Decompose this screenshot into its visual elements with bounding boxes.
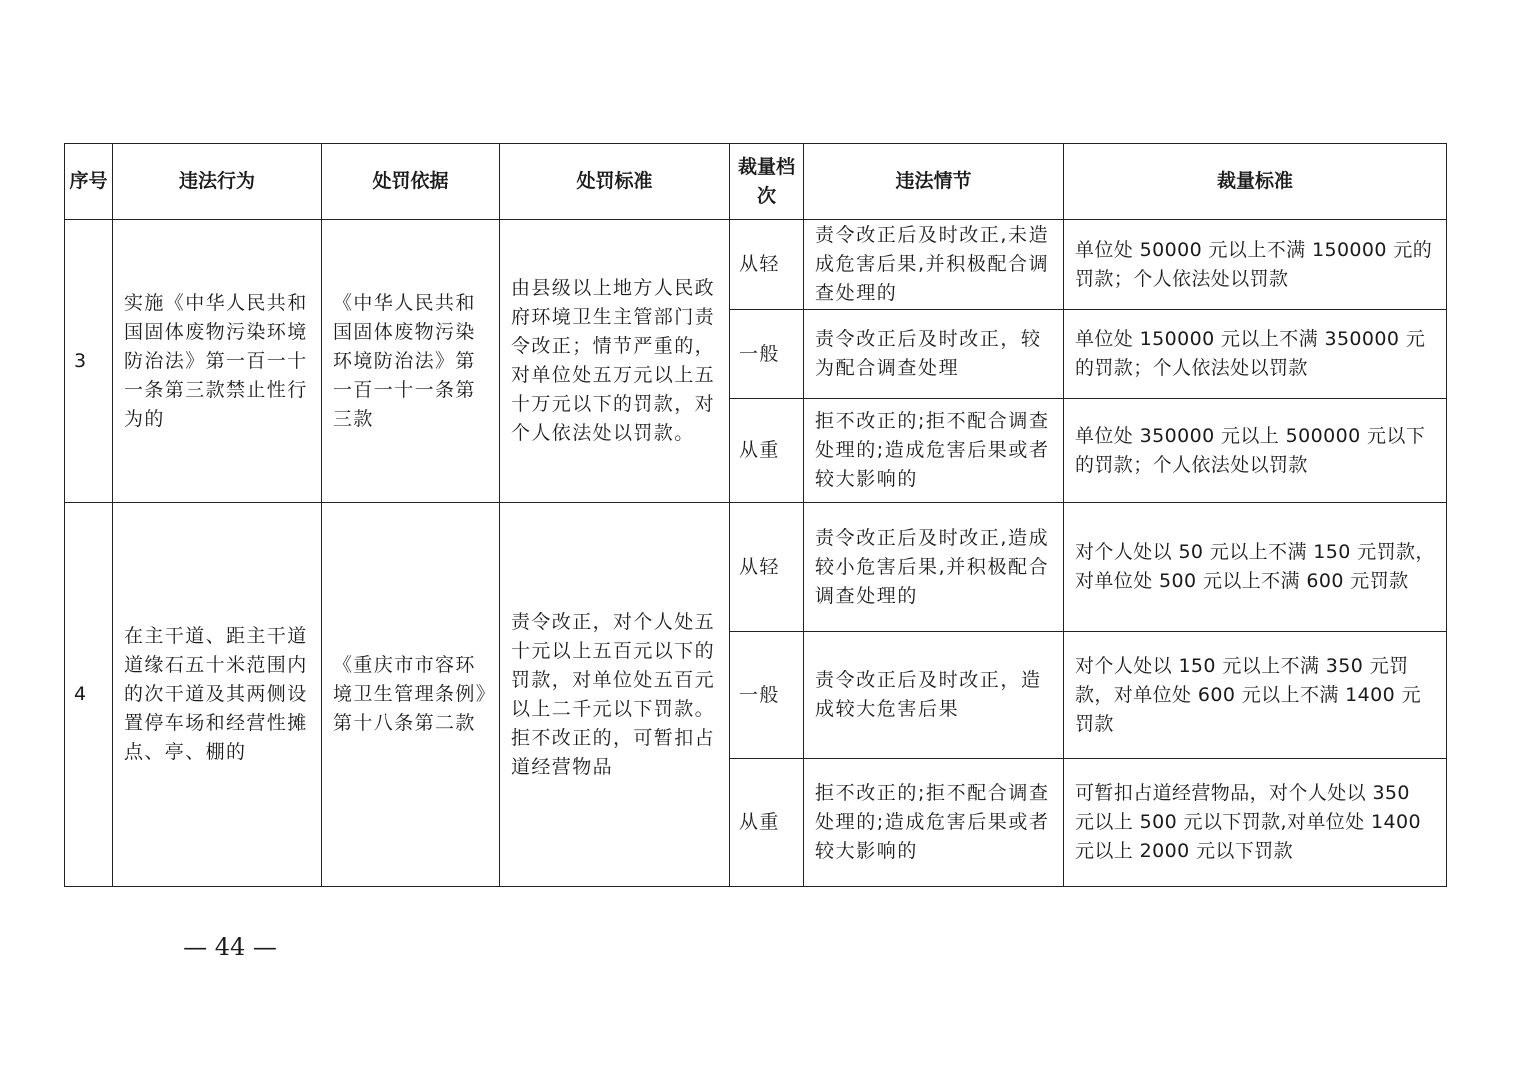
header-level: 裁量档次	[730, 144, 804, 220]
penalty-discretion-table	[64, 143, 1447, 887]
table-header-row	[65, 144, 1447, 220]
penalty-standard: 由县级以上地方人民政府环境卫生主管部门责令改正；情节严重的，对单位处五万元以上五十万元以下的罚款，对个人依法处以罚款。	[500, 220, 730, 503]
table-row	[65, 220, 1447, 310]
penalty-basis: 《重庆市市容环境卫生管理条例》第十八条第二款	[322, 503, 500, 887]
page-number: — 44 —	[183, 933, 277, 961]
discretion-standard: 单位处 350000 元以上 500000 元以下的罚款；个人依法处以罚款	[1064, 399, 1447, 503]
discretion-standard: 可暂扣占道经营物品，对个人处以 350 元以上 500 元以下罚款,对单位处 1400 元以上 2000 元以下罚款	[1064, 759, 1447, 887]
illegal-circumstance: 拒不改正的;拒不配合调查处理的;造成危害后果或者较大影响的	[804, 399, 1064, 503]
header-discretion: 裁量标准	[1064, 144, 1447, 220]
illegal-circumstance: 责令改正后及时改正，较为配合调查处理	[804, 310, 1064, 399]
discretion-level: 从重	[730, 759, 804, 887]
table-row	[65, 503, 1447, 632]
illegal-act: 实施《中华人民共和国固体废物污染环境防治法》第一百一十一条第三款禁止性行为的	[113, 220, 322, 503]
penalty-basis: 《中华人民共和国固体废物污染环境防治法》第一百一十一条第三款	[322, 220, 500, 503]
discretion-level: 从轻	[730, 220, 804, 310]
discretion-level: 一般	[730, 310, 804, 399]
illegal-circumstance: 拒不改正的;拒不配合调查处理的;造成危害后果或者较大影响的	[804, 759, 1064, 887]
illegal-circumstance: 责令改正后及时改正,未造成危害后果,并积极配合调查处理的	[804, 220, 1064, 310]
row-number: 3	[65, 220, 113, 503]
discretion-standard: 对个人处以 50 元以上不满 150 元罚款，对单位处 500 元以上不满 600 元罚款	[1064, 503, 1447, 632]
penalty-standard: 责令改正，对个人处五十元以上五百元以下的罚款，对单位处五百元以上二千元以下罚款。拒不改正的，可暂扣占道经营物品	[500, 503, 730, 887]
header-act: 违法行为	[113, 144, 322, 220]
illegal-act: 在主干道、距主干道道缘石五十米范围内的次干道及其两侧设置停车场和经营性摊点、亭、棚的	[113, 503, 322, 887]
row-number: 4	[65, 503, 113, 887]
discretion-standard: 单位处 50000 元以上不满 150000 元的罚款；个人依法处以罚款	[1064, 220, 1447, 310]
header-basis: 处罚依据	[322, 144, 500, 220]
illegal-circumstance: 责令改正后及时改正，造成较大危害后果	[804, 632, 1064, 759]
header-standard: 处罚标准	[500, 144, 730, 220]
discretion-level: 从重	[730, 399, 804, 503]
discretion-level: 从轻	[730, 503, 804, 632]
discretion-level: 一般	[730, 632, 804, 759]
header-circumstance: 违法情节	[804, 144, 1064, 220]
header-no: 序号	[65, 144, 113, 220]
illegal-circumstance: 责令改正后及时改正,造成较小危害后果,并积极配合调查处理的	[804, 503, 1064, 632]
discretion-standard: 单位处 150000 元以上不满 350000 元的罚款；个人依法处以罚款	[1064, 310, 1447, 399]
discretion-standard: 对个人处以 150 元以上不满 350 元罚款，对单位处 600 元以上不满 1400 元罚款	[1064, 632, 1447, 759]
